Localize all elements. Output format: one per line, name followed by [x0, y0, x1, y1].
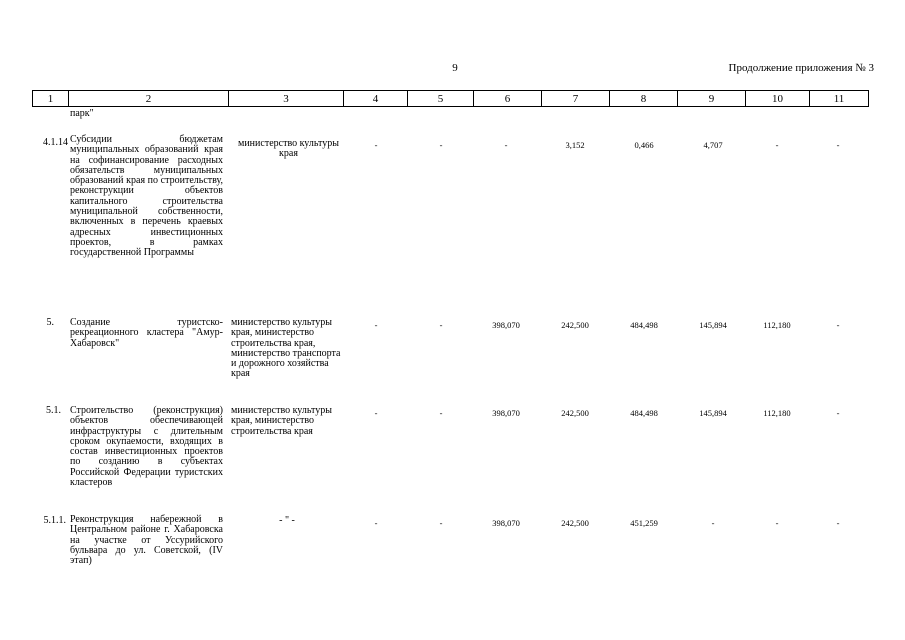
carryover-text: парк" — [70, 108, 94, 119]
row-executor: министерство культуры края, министерство строительства края, министерство транспорта и дорожного хозяйства края — [231, 317, 341, 380]
row-value-col4: - — [374, 320, 378, 330]
row-description: Создание туристско-рекреационного кластера "Амур-Хабаровск" — [70, 317, 223, 349]
row-executor: министерство культуры края — [238, 138, 339, 160]
continuation-label: Продолжение приложения № 3 — [728, 62, 874, 74]
column-header: 7 — [542, 91, 610, 107]
row-value-col6: 398,070 — [492, 320, 520, 330]
row-value-col7: 242,500 — [561, 408, 589, 418]
row-value-col9: 4,707 — [703, 140, 723, 150]
row-value-col10: 112,180 — [763, 408, 791, 418]
row-value-col5: - — [439, 320, 443, 330]
row-value-col7: 242,500 — [561, 518, 589, 528]
row-id: 5. — [46, 317, 54, 328]
row-value-col6: - — [504, 140, 508, 150]
row-value-col8: 0,466 — [634, 140, 654, 150]
row-value-col8: 484,498 — [630, 320, 658, 330]
row-value-col6: 398,070 — [492, 518, 520, 528]
row-value-col7: 242,500 — [561, 320, 589, 330]
column-header: 3 — [229, 91, 344, 107]
row-value-col11: - — [836, 140, 840, 150]
column-header: 11 — [810, 91, 869, 107]
column-header: 10 — [746, 91, 810, 107]
row-value-col8: 451,259 — [630, 518, 658, 528]
row-value-col7: 3,152 — [565, 140, 585, 150]
column-header: 8 — [610, 91, 678, 107]
column-header: 5 — [408, 91, 474, 107]
row-id: 4.1.14 — [43, 137, 68, 148]
row-value-col9: 145,894 — [699, 408, 727, 418]
row-value-col8: 484,498 — [630, 408, 658, 418]
page-number: 9 — [452, 62, 458, 74]
row-value-col10: - — [775, 518, 779, 528]
row-executor: - " - — [279, 515, 295, 526]
row-description: Строительство (реконструкция) объектов обеспечивающей инфраструктуры с длительным сроком окупаемости, входящих в состав инвестиционных проектов по созданию в субъектах Российской Федерации туристских кластеров — [70, 405, 223, 489]
row-value-col5: - — [439, 140, 443, 150]
row-value-col6: 398,070 — [492, 408, 520, 418]
column-header: 4 — [344, 91, 408, 107]
row-value-col10: - — [775, 140, 779, 150]
column-header: 6 — [474, 91, 542, 107]
row-id: 5.1. — [46, 405, 61, 416]
row-value-col5: - — [439, 518, 443, 528]
row-value-col4: - — [374, 408, 378, 418]
row-value-col11: - — [836, 320, 840, 330]
column-header: 1 — [33, 91, 69, 107]
row-id: 5.1.1. — [43, 515, 66, 526]
row-value-col4: - — [374, 518, 378, 528]
row-description: Реконструкция набережной в Центральном районе г. Хабаровска на участке от Уссурийского бульвара до ул. Советской, (IV этап) — [70, 514, 223, 567]
column-header: 2 — [69, 91, 229, 107]
row-value-col9: - — [711, 518, 715, 528]
row-value-col5: - — [439, 408, 443, 418]
row-value-col10: 112,180 — [763, 320, 791, 330]
column-header: 9 — [678, 91, 746, 107]
row-value-col11: - — [836, 518, 840, 528]
row-description: Субсидии бюджетам муниципальных образований края на софинансирование расходных обязательств муниципальных образований края по строительству, реконструкции объектов капитального строительства муниципальной собственности, включенных в перечень краевых адресных инвестиционных проектов, в рамках государственной Программы — [70, 134, 223, 259]
column-header-row — [32, 90, 869, 107]
row-value-col9: 145,894 — [699, 320, 727, 330]
row-value-col4: - — [374, 140, 378, 150]
row-value-col11: - — [836, 408, 840, 418]
row-executor: министерство культуры края, министерство строительства края — [231, 405, 332, 437]
